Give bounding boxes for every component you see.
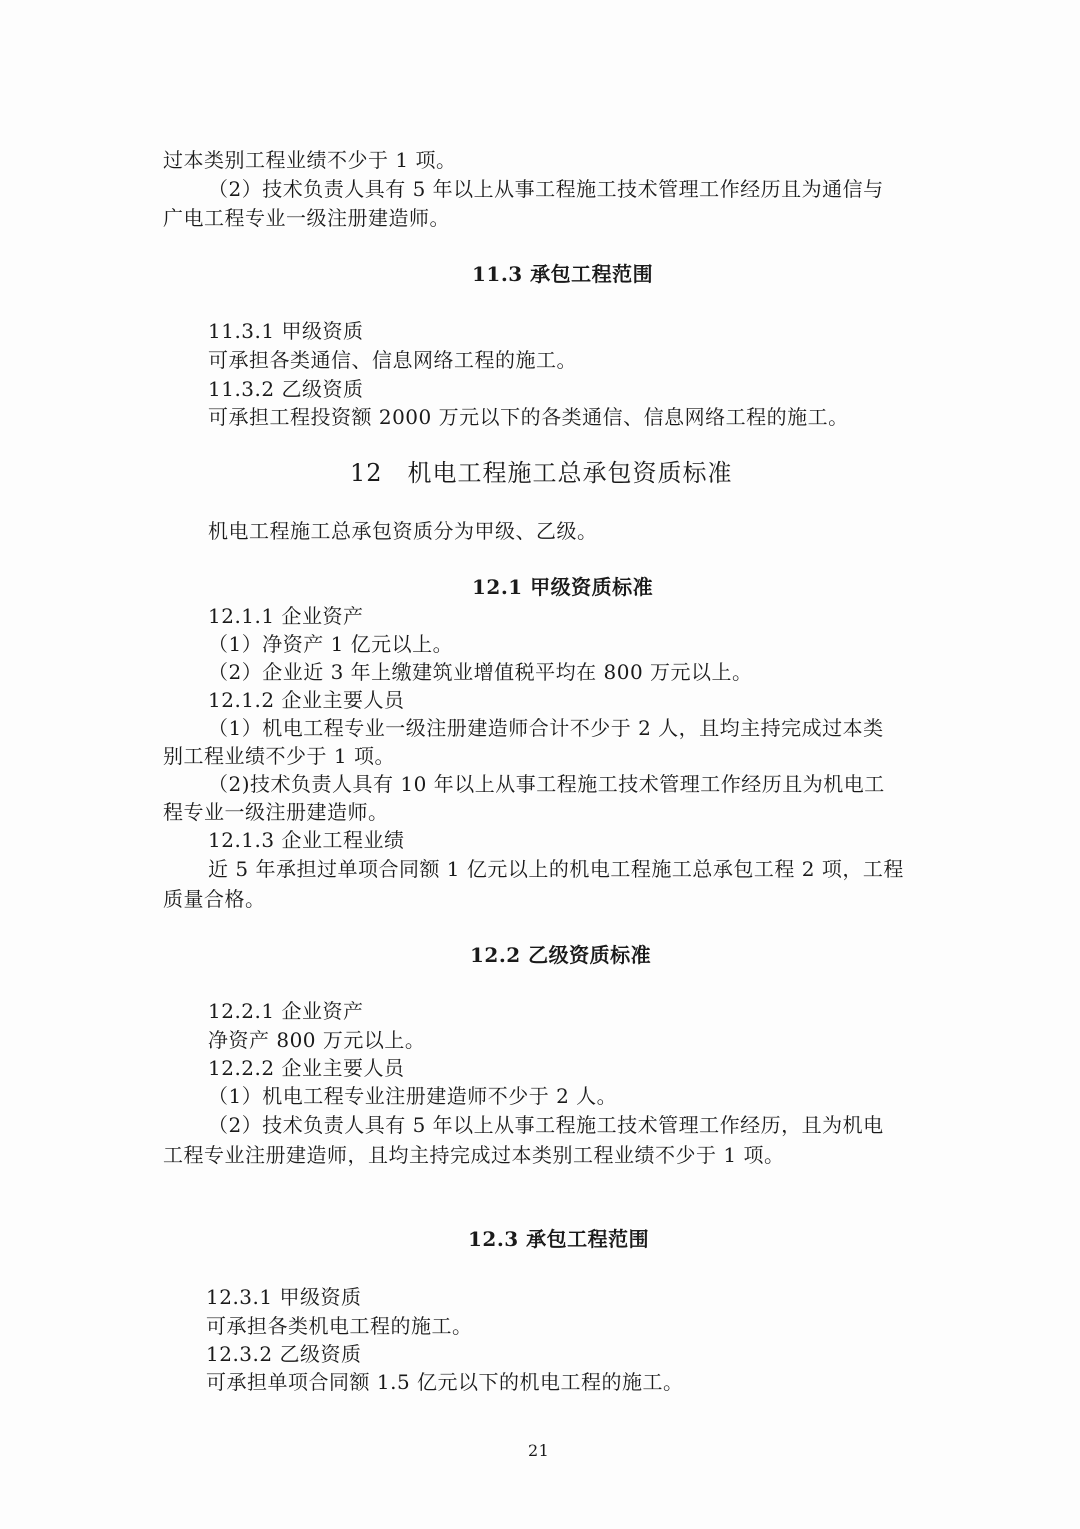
text-line: 工程专业注册建造师，且均主持完成过本类别工程业绩不少于 1 项。: [163, 1143, 785, 1167]
text-line: 净资产 800 万元以上。: [208, 1028, 426, 1052]
subsection-heading: 11.3.1 甲级资质: [208, 319, 364, 343]
subsection-heading: 12.2.2 企业主要人员: [208, 1056, 405, 1080]
section-heading: 12.2 乙级资质标准: [470, 943, 652, 967]
subsection-heading: 12.2.1 企业资产: [208, 999, 364, 1023]
text-line: 可承担工程投资额 2000 万元以下的各类通信、信息网络工程的施工。: [208, 405, 849, 429]
subsection-heading: 12.1.2 企业主要人员: [208, 688, 405, 712]
text-line: （1）机电工程专业一级注册建造师合计不少于 2 人，且均主持完成过本类: [208, 716, 884, 740]
subsection-heading: 12.1.3 企业工程业绩: [208, 828, 405, 852]
subsection-heading: 12.3.2 乙级资质: [206, 1342, 362, 1366]
text-line: 可承担各类机电工程的施工。: [206, 1314, 473, 1338]
text-line: （1）净资产 1 亿元以上。: [208, 632, 454, 656]
section-heading: 11.3 承包工程范围: [472, 262, 654, 286]
text-line: 广电工程专业一级注册建造师。: [163, 206, 450, 230]
chapter-heading: 12 机电工程施工总承包资质标准: [350, 459, 733, 487]
subsection-heading: 12.3.1 甲级资质: [206, 1285, 362, 1309]
text-line: 可承担各类通信、信息网络工程的施工。: [208, 348, 577, 372]
page-number: 21: [528, 1441, 550, 1460]
section-heading: 12.1 甲级资质标准: [472, 575, 654, 599]
text-line: （2)技术负责人具有 10 年以上从事工程施工技术管理工作经历且为机电工: [208, 772, 885, 796]
subsection-heading: 12.1.1 企业资产: [208, 604, 364, 628]
text-line: 机电工程施工总承包资质分为甲级、乙级。: [208, 519, 598, 543]
text-line: 近 5 年承担过单项合同额 1 亿元以上的机电工程施工总承包工程 2 项，工程: [208, 857, 904, 881]
text-line: 质量合格。: [163, 887, 266, 911]
text-line: （1）机电工程专业注册建造师不少于 2 人。: [208, 1084, 618, 1108]
text-line: 过本类别工程业绩不少于 1 项。: [163, 148, 457, 172]
text-line: （2）企业近 3 年上缴建筑业增值税平均在 800 万元以上。: [208, 660, 753, 684]
text-line: 别工程业绩不少于 1 项。: [163, 744, 395, 768]
text-line: 可承担单项合同额 1.5 亿元以下的机电工程的施工。: [206, 1370, 684, 1394]
section-heading: 12.3 承包工程范围: [468, 1227, 650, 1251]
text-line: （2）技术负责人具有 5 年以上从事工程施工技术管理工作经历，且为机电: [208, 1113, 884, 1137]
text-line: （2）技术负责人具有 5 年以上从事工程施工技术管理工作经历且为通信与: [208, 177, 884, 201]
text-line: 程专业一级注册建造师。: [163, 800, 389, 824]
subsection-heading: 11.3.2 乙级资质: [208, 377, 364, 401]
